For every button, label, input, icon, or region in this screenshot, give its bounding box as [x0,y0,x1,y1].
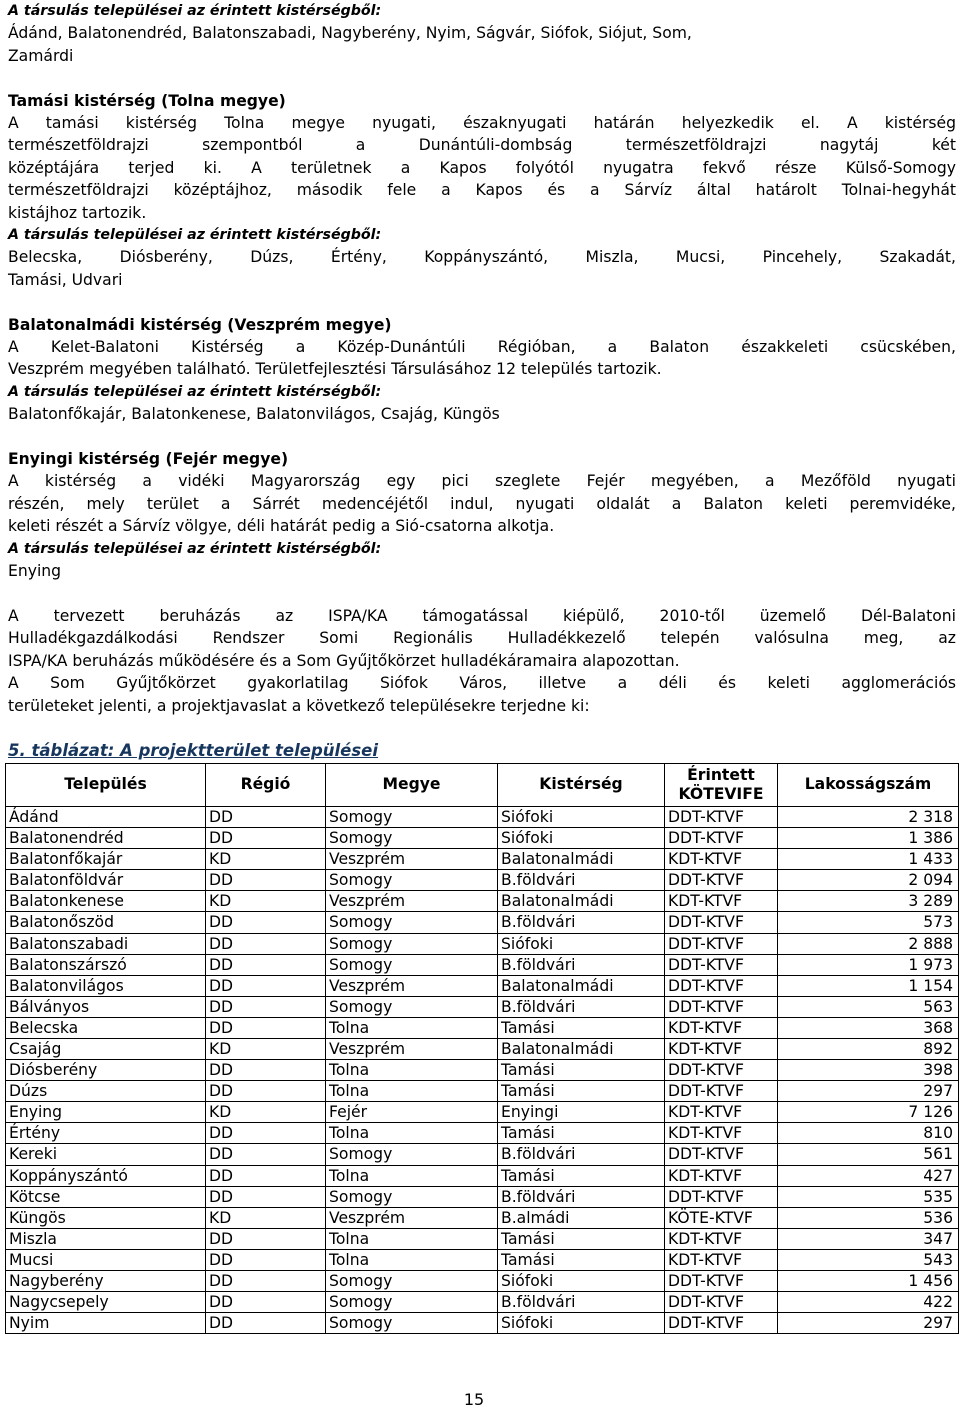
table-cell: Somogy [326,806,498,827]
table-cell: KDT-KTVF [665,1165,778,1186]
table-row [6,849,959,870]
table-cell: Mucsi [6,1249,206,1270]
table-cell: Somogy [326,954,498,975]
col-header-telepules: Település [6,763,206,806]
table-cell: DD [206,933,326,954]
table-cell: B.almádi [498,1207,665,1228]
table-cell: 398 [778,1060,959,1081]
table-cell: DDT-KTVF [665,1060,778,1081]
table-cell: DDT-KTVF [665,1313,778,1334]
table-cell: Enyingi [498,1102,665,1123]
table-cell: Balatonőszöd [6,912,206,933]
col-header-regio: Régió [206,763,326,806]
table-row [6,1186,959,1207]
table-row [6,996,959,1017]
table-row [6,975,959,996]
table-cell: DD [206,870,326,891]
table-cell: Tamási [498,1060,665,1081]
table-cell: Somogy [326,828,498,849]
project-paragraph-line: A Som Gyűjtőkörzet gyakorlatilag Siófok Város, illetve a déli és keleti agglomerációs [8,674,956,693]
table-cell: Balatonalmádi [498,975,665,996]
table-cell: Balatonvilágos [6,975,206,996]
table-row [6,1017,959,1038]
table-cell: Balatonalmádi [498,849,665,870]
table-cell: DD [206,1081,326,1102]
settlements-table [5,763,959,1334]
table-cell: 892 [778,1038,959,1059]
table-cell: 368 [778,1017,959,1038]
table-row [6,912,959,933]
table-cell: Veszprém [326,891,498,912]
table-cell: DD [206,1060,326,1081]
subhead-label: A társulás települései az érintett kistérségből: [8,3,382,19]
table-row [6,828,959,849]
col-header-erintett [665,763,778,806]
table-cell: Balatonföldvár [6,870,206,891]
table-cell: 347 [778,1228,959,1249]
table-cell: 543 [778,1249,959,1270]
table-cell: 1 154 [778,975,959,996]
col-header-megye: Megye [326,763,498,806]
subhead-label: A társulás települései az érintett kistérségből: [8,383,382,400]
table-cell: DD [206,912,326,933]
table-cell: 297 [778,1313,959,1334]
table-row [6,1123,959,1144]
table-cell: B.földvári [498,1144,665,1165]
table-cell: DDT-KTVF [665,996,778,1017]
table-cell: 573 [778,912,959,933]
table-row [6,1038,959,1059]
tamasi-paragraph-line: kistájhoz tartozik. [8,203,147,222]
table-cell: Veszprém [326,1038,498,1059]
table-cell: DDT-KTVF [665,1144,778,1165]
table-cell: DDT-KTVF [665,828,778,849]
table-row [6,1292,959,1313]
table-cell: Nagyberény [6,1271,206,1292]
table-cell: Somogy [326,933,498,954]
table-row [6,1081,959,1102]
project-paragraph-line: Hulladékgazdálkodási Rendszer Somi Regionális Hulladékkezelő telepén valósulna meg, az [8,629,956,648]
table-cell: Tolna [326,1249,498,1270]
balatonalmadi-heading: Balatonalmádi kistérség (Veszprém megye) [8,315,392,334]
table-cell: KDT-KTVF [665,849,778,870]
table-cell: DDT-KTVF [665,1186,778,1207]
table-cell: KDT-KTVF [665,1249,778,1270]
page-number: 15 [463,1390,485,1409]
table-cell: DD [206,954,326,975]
table-cell: Tolna [326,1165,498,1186]
table-cell: 535 [778,1186,959,1207]
table-cell: Balatonalmádi [498,1038,665,1059]
table-cell: Tamási [498,1081,665,1102]
table-cell: Balatonszárszó [6,954,206,975]
table-cell: Belecska [6,1017,206,1038]
table-cell: 536 [778,1207,959,1228]
table-cell: DDT-KTVF [665,912,778,933]
table-row [6,1060,959,1081]
table-cell: DD [206,1186,326,1207]
col-header-erintett-line1: Érintett [687,765,755,784]
subhead-label: A társulás települései az érintett kistérségből: [8,540,382,557]
table-cell: B.földvári [498,870,665,891]
table-cell: Nyim [6,1313,206,1334]
table-cell: DD [206,1271,326,1292]
tamasi-paragraph-line: természetföldrajzi középtájhoz, második fele a Kapos és a Sárvíz által határolt Tolnai-hegyhát [8,181,956,200]
table-cell: 561 [778,1144,959,1165]
table-cell: Koppányszántó [6,1165,206,1186]
table-row [6,1102,959,1123]
table-cell: Fejér [326,1102,498,1123]
table-cell: Csajág [6,1038,206,1059]
table-cell: DD [206,1165,326,1186]
table-cell: Veszprém [326,1207,498,1228]
table-cell: 297 [778,1081,959,1102]
table-cell: B.földvári [498,954,665,975]
table-cell: Enying [6,1102,206,1123]
table-cell: 422 [778,1292,959,1313]
siofok-settlements-cont: Zamárdi [8,46,74,65]
table-cell: 1 973 [778,954,959,975]
table-cell: 2 094 [778,870,959,891]
table-cell: DD [206,1249,326,1270]
table-cell: 2 888 [778,933,959,954]
table-cell: Tolna [326,1228,498,1249]
table-cell: 810 [778,1123,959,1144]
table-cell: Tolna [326,1017,498,1038]
table-cell: Siófoki [498,806,665,827]
table-cell: 1 456 [778,1271,959,1292]
table-row [6,1249,959,1270]
table-row [6,1207,959,1228]
table-row [6,1228,959,1249]
col-header-lakossagszam: Lakosságszám [778,763,959,806]
table-cell: B.földvári [498,996,665,1017]
table-cell: KDT-KTVF [665,1123,778,1144]
table-cell: Somogy [326,1292,498,1313]
siofok-settlements: Ádánd, Balatonendréd, Balatonszabadi, Nagyberény, Nyim, Ságvár, Siófok, Siójut, Som, [8,24,692,43]
table-cell: B.földvári [498,1292,665,1313]
table-cell: Tolna [326,1123,498,1144]
balatonalmadi-settlements: Balatonfőkajár, Balatonkenese, Balatonvilágos, Csajág, Küngös [8,405,500,424]
table-cell: Siófoki [498,1271,665,1292]
table-row [6,891,959,912]
project-paragraph-line: ISPA/KA beruházás működésére és a Som Gyűjtőkörzet hulladékáramaira alapozottan. [8,651,680,670]
table-cell: Ádánd [6,806,206,827]
table-cell: KD [206,1102,326,1123]
table-cell: 427 [778,1165,959,1186]
table-cell: Tamási [498,1123,665,1144]
table-cell: Miszla [6,1228,206,1249]
table-cell: Balatonfőkajár [6,849,206,870]
tamasi-paragraph-line: középtájára terjed ki. A területnek a Kapos folyótól nyugatra fekvő része Külső-Somogy [8,158,956,177]
document-page [8,0,956,1334]
table-cell: Siófoki [498,933,665,954]
enyingi-heading: Enyingi kistérség (Fejér megye) [8,450,289,469]
table-cell: Tamási [498,1228,665,1249]
table-cell: Dúzs [6,1081,206,1102]
table-cell: Somogy [326,1313,498,1334]
project-paragraph-line: területeket jelenti, a projektjavaslat a következő településekre terjedne ki: [8,696,590,715]
table-cell: Veszprém [326,849,498,870]
table-cell: Veszprém [326,975,498,996]
table-row [6,870,959,891]
table-cell: 7 126 [778,1102,959,1123]
table-cell: Értény [6,1123,206,1144]
table-cell: Diósberény [6,1060,206,1081]
table-cell: DD [206,1123,326,1144]
table-cell: Küngös [6,1207,206,1228]
table-cell: DDT-KTVF [665,954,778,975]
table-cell: Somogy [326,1144,498,1165]
table-cell: 1 433 [778,849,959,870]
table-cell: Kereki [6,1144,206,1165]
table-cell: KÖTE-KTVF [665,1207,778,1228]
table-cell: DD [206,1292,326,1313]
table-cell: KDT-KTVF [665,891,778,912]
table-cell: DDT-KTVF [665,1292,778,1313]
table-cell: Siófoki [498,828,665,849]
table-cell: DD [206,1144,326,1165]
tamasi-settlements-cont: Tamási, Udvari [8,270,123,289]
table-cell: KDT-KTVF [665,1102,778,1123]
enyingi-settlements: Enying [8,562,62,581]
table-cell: Nagycsepely [6,1292,206,1313]
tamasi-heading: Tamási kistérség (Tolna megye) [8,91,286,110]
table-cell: KD [206,1207,326,1228]
col-header-erintett-line2: KÖTEVIFE [678,784,764,803]
table-header-row [6,763,959,806]
tamasi-paragraph-line: A tamási kistérség Tolna megye nyugati, északnyugati határán helyezkedik el. A kistérség [8,114,956,133]
table-cell: KD [206,891,326,912]
table-cell: B.földvári [498,1186,665,1207]
table-cell: DDT-KTVF [665,1081,778,1102]
table-cell: Siófoki [498,1313,665,1334]
table-cell: Tamási [498,1017,665,1038]
table-cell: Somogy [326,1271,498,1292]
enyingi-paragraph-line: A kistérség a vidéki Magyarország egy pici szeglete Fejér megyében, a Mezőföld nyugati [8,472,956,491]
table-cell: Balatonendréd [6,828,206,849]
table-cell: KDT-KTVF [665,1017,778,1038]
table-cell: Somogy [326,912,498,933]
table-cell: DD [206,806,326,827]
table-cell: 563 [778,996,959,1017]
table-cell: DDT-KTVF [665,870,778,891]
table-cell: Tolna [326,1081,498,1102]
table-cell: Tamási [498,1165,665,1186]
project-paragraph-line: A tervezett beruházás az ISPA/KA támogatással kiépülő, 2010-től üzemelő Dél-Balatoni [8,606,956,625]
table-cell: 3 289 [778,891,959,912]
table-cell: Somogy [326,996,498,1017]
table-cell: B.földvári [498,912,665,933]
col-header-kisterseg: Kistérség [498,763,665,806]
table-cell: KD [206,849,326,870]
table-cell: DD [206,975,326,996]
table-cell: Balatonalmádi [498,891,665,912]
table-cell: Bálványos [6,996,206,1017]
table-row [6,1313,959,1334]
table-row [6,954,959,975]
enyingi-paragraph-line: részén, mely terület a Sárrét medencéjétől indul, nyugati oldalát a Balaton keleti peremvidéke, [8,494,956,513]
table-cell: Somogy [326,870,498,891]
table-cell: KDT-KTVF [665,1228,778,1249]
tamasi-settlements: Belecska, Diósberény, Dúzs, Értény, Koppányszántó, Miszla, Mucsi, Pincehely, Szakadát, [8,248,956,267]
table-cell: KD [206,1038,326,1059]
table-row [6,1271,959,1292]
table-cell: Somogy [326,1186,498,1207]
table-cell: DD [206,996,326,1017]
balatonalmadi-paragraph-line: Veszprém megyében található. Területfejlesztési Társulásához 12 település tartozik. [8,360,662,379]
table-cell: Tolna [326,1060,498,1081]
table-cell: DDT-KTVF [665,806,778,827]
table-cell: DD [206,1017,326,1038]
balatonalmadi-paragraph-line: A Kelet-Balatoni Kistérség a Közép-Dunántúli Régióban, a Balaton északkeleti csücskében, [8,338,956,357]
table-cell: 1 386 [778,828,959,849]
table-cell: Tamási [498,1249,665,1270]
table-cell: KDT-KTVF [665,1038,778,1059]
table-row [6,806,959,827]
table-cell: DD [206,1313,326,1334]
table-cell: 2 318 [778,806,959,827]
table-cell: Balatonszabadi [6,933,206,954]
tamasi-paragraph-line: természetföldrajzi szempontból a Dunántúli-dombság természetföldrajzi nagytáj két [8,136,956,155]
table-cell: DDT-KTVF [665,975,778,996]
subhead-label: A társulás települései az érintett kistérségből: [8,227,382,244]
table-row [6,1165,959,1186]
enyingi-paragraph-line: keleti részét a Sárvíz völgye, déli határát pedig a Sió-csatorna alkotja. [8,517,555,536]
table-row [6,1144,959,1165]
table-cell: DD [206,828,326,849]
table-row [6,933,959,954]
table-cell: DDT-KTVF [665,933,778,954]
table-cell: DD [206,1228,326,1249]
table-cell: DDT-KTVF [665,1271,778,1292]
table-cell: Balatonkenese [6,891,206,912]
table-caption: 5. táblázat: A projektterület települései [8,740,379,760]
table-cell: Kötcse [6,1186,206,1207]
